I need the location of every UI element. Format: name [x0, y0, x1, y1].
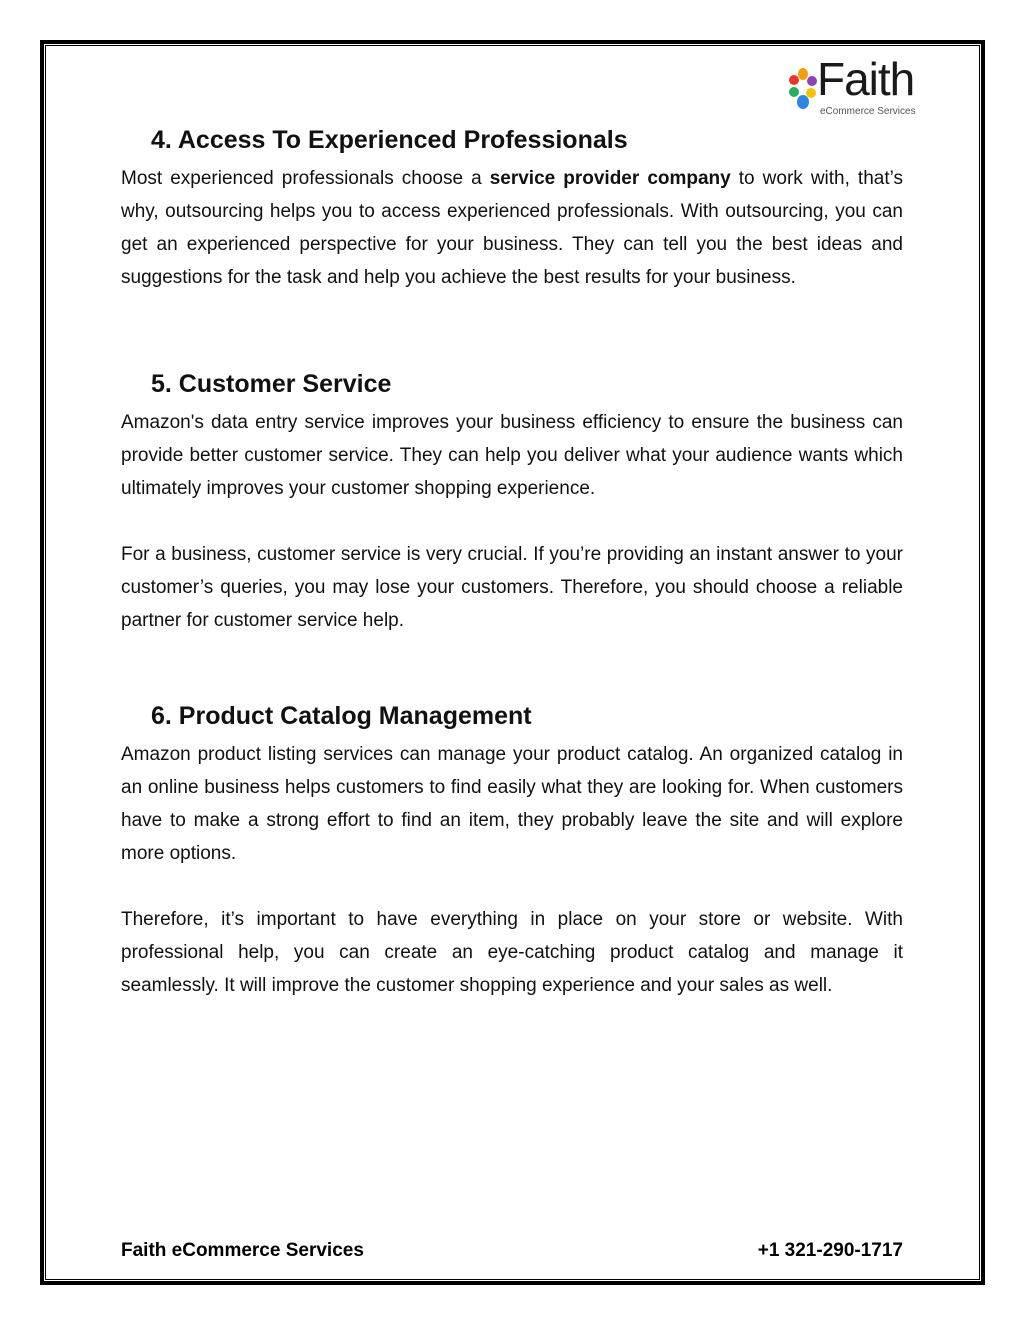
spacer	[121, 294, 903, 362]
paragraph-text: to work with, that’s why, outsourcing helps you to access experienced professionals. With outsourcing, you can get an experienced perspective for your business. They can tell you the best ideas and suggestions for the task and help you achieve the best results for your business.	[121, 168, 904, 288]
footer-company: Faith eCommerce Services	[121, 1240, 364, 1261]
section-paragraph: Amazon's data entry service improves your business efficiency to ensure the business can provide better customer service. They can help you deliver what your audience wants which ultimately improves your customer shopping experience.	[121, 412, 903, 499]
section-paragraph	[121, 162, 903, 294]
main-content	[121, 118, 903, 1002]
section-product-catalog	[121, 694, 903, 1002]
section-paragraph: Amazon product listing services can manage your product catalog. An organized catalog in an online business helps customers to find easily what they are looking for. When customers have to make a strong effort to find an item, they probably leave the site and will explore more options.	[121, 744, 903, 864]
section-heading: 4. Access To Experienced Professionals	[151, 126, 628, 154]
logo-wordmark: Faith	[817, 53, 915, 105]
section-heading: 5. Customer Service	[151, 370, 392, 398]
spacer	[121, 505, 903, 538]
flower-logo-icon	[788, 66, 818, 110]
section-access-professionals	[121, 118, 903, 294]
spacer	[121, 637, 903, 694]
section-heading: 6. Product Catalog Management	[151, 702, 532, 730]
bold-link-text: service provider company	[489, 168, 731, 189]
logo-tagline: eCommerce Services	[820, 106, 916, 117]
paragraph-text: Most experienced professionals choose a	[121, 168, 490, 189]
section-paragraph: Therefore, it’s important to have everything in place on your store or website. With professional help, you can create an eye-catching product catalog and manage it seamlessly. It will improve the customer shopping experience and your sales as well.	[121, 909, 903, 996]
spacer	[121, 870, 903, 903]
faith-logo	[788, 53, 940, 122]
footer-phone: +1 321-290-1717	[757, 1240, 903, 1261]
section-customer-service	[121, 362, 903, 637]
page-footer	[121, 1236, 903, 1266]
section-paragraph: For a business, customer service is very crucial. If you’re providing an instant answer to your customer’s queries, you may lose your customers. Therefore, you should choose a reliable partner for customer service help.	[121, 544, 903, 631]
